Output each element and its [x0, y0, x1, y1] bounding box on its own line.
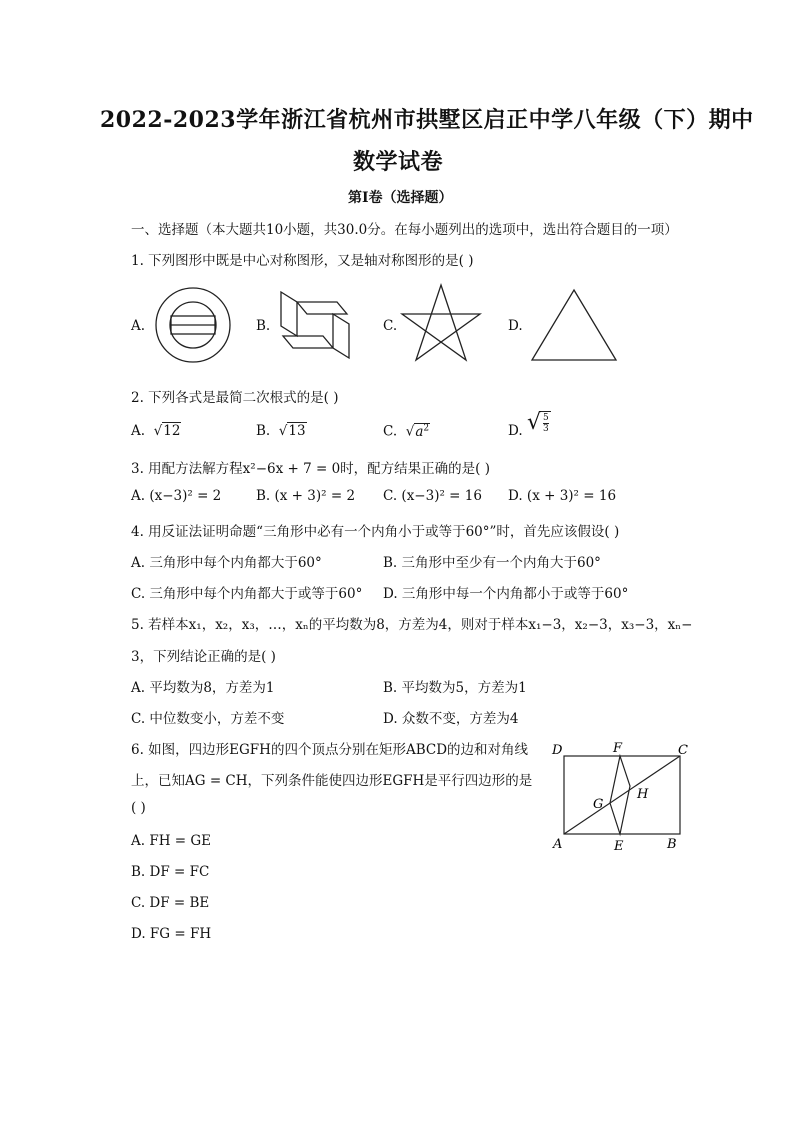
q2-option-d: D.	[508, 423, 527, 439]
q2-option-c: C. $√a^2$	[383, 423, 430, 440]
label-c: C	[678, 743, 688, 758]
q6-option-b: B. DF = FC	[131, 864, 210, 880]
q1-stem: 1. 下列图形中既是中心对称图形，又是轴对称图形的是( )	[131, 253, 474, 269]
q6-rectangle-figure	[550, 740, 700, 855]
label-b: B	[667, 837, 677, 852]
q4-option-d: D. 三角形中每一个内角都小于或等于60°	[383, 586, 629, 602]
q2-option-b: B. √13	[256, 423, 306, 439]
label-d: D	[552, 743, 563, 758]
q6-option-a: A. FH = GE	[131, 833, 212, 849]
q6-option-d: D. FG = FH	[131, 926, 212, 942]
q4-option-a: A. 三角形中每个内角都大于60°	[131, 555, 322, 571]
q1-figure-c	[400, 283, 484, 363]
label-e: E	[614, 839, 624, 854]
section-heading: 一、选择题（本大题共10小题，共30.0分。在每小题列出的选项中，选出符合题目的一项）	[131, 222, 678, 238]
q2-option-d-radical: √ $\frac{5}{3}$	[527, 410, 549, 435]
label-h: H	[637, 787, 649, 802]
q1-figure-d	[530, 288, 618, 362]
q3-option-d: D. (x + 3)² = 16	[508, 488, 617, 504]
q1-option-d: D.	[508, 318, 523, 334]
q5-option-b: B. 平均数为5，方差为1	[383, 680, 527, 696]
q6-stem-line1: 6. 如图，四边形EGFH的四个顶点分别在矩形ABCD的边和对角线	[131, 742, 529, 758]
sqrt-icon: √	[153, 423, 163, 439]
q1-option-c: C.	[383, 318, 398, 334]
volume-heading: 第Ⅰ卷（选择题）	[348, 190, 453, 206]
quadrilateral-egfh-shape	[610, 756, 630, 834]
q4-option-c: C. 三角形中每个内角都大于或等于60°	[131, 586, 363, 602]
q3-option-b: B. (x + 3)² = 2	[256, 488, 356, 504]
q2-option-a: A. √12	[131, 423, 181, 439]
triangle-shape	[532, 290, 616, 360]
q4-option-b: B. 三角形中至少有一个内角大于60°	[383, 555, 601, 571]
q2-stem: 2. 下列各式是最简二次根式的是( )	[131, 390, 339, 406]
page-subtitle: 数学试卷	[353, 149, 444, 175]
sqrt-icon: √	[405, 423, 415, 440]
q1-option-a: A.	[131, 318, 146, 334]
q6-stem-line2: 上，已知AG = CH，下列条件能使四边形EGFH是平行四边形的是	[131, 773, 533, 789]
q5-option-d: D. 众数不变，方差为4	[383, 711, 519, 727]
q1-figure-a	[153, 285, 233, 365]
sqrt-icon: √	[527, 410, 542, 435]
q5-option-c: C. 中位数变小，方差不变	[131, 711, 285, 727]
q3-option-c: C. (x−3)² = 16	[383, 488, 482, 504]
q6-stem-line3: ( )	[131, 800, 146, 816]
q3-stem: 3. 用配方法解方程x²−6x + 7 = 0时，配方结果正确的是( )	[131, 461, 491, 477]
star-shape	[402, 285, 480, 360]
q6-option-c: C. DF = BE	[131, 895, 210, 911]
page-title: 2022-2023学年浙江省杭州市拱墅区启正中学八年级（下）期中	[100, 107, 754, 133]
q5-stem-line1: 5. 若样本x₁，x₂，x₃，…，xₙ的平均数为8，方差为4，则对于样本x₁−3，x₂−3，x₃−3，xₙ−	[131, 617, 693, 633]
sqrt-icon: √	[278, 423, 288, 439]
q5-option-a: A. 平均数为8，方差为1	[131, 680, 275, 696]
label-g: G	[593, 797, 604, 812]
q1-option-b: B.	[256, 318, 271, 334]
label-a: A	[553, 837, 563, 852]
label-f: F	[613, 741, 623, 756]
q5-stem-line2: 3，下列结论正确的是( )	[131, 649, 276, 665]
q4-stem: 4. 用反证法证明命题“三角形中必有一个内角小于或等于60°”时，首先应该假设( )	[131, 524, 620, 540]
q1-figure-b	[277, 290, 353, 360]
q3-option-a: A. (x−3)² = 2	[131, 488, 222, 504]
